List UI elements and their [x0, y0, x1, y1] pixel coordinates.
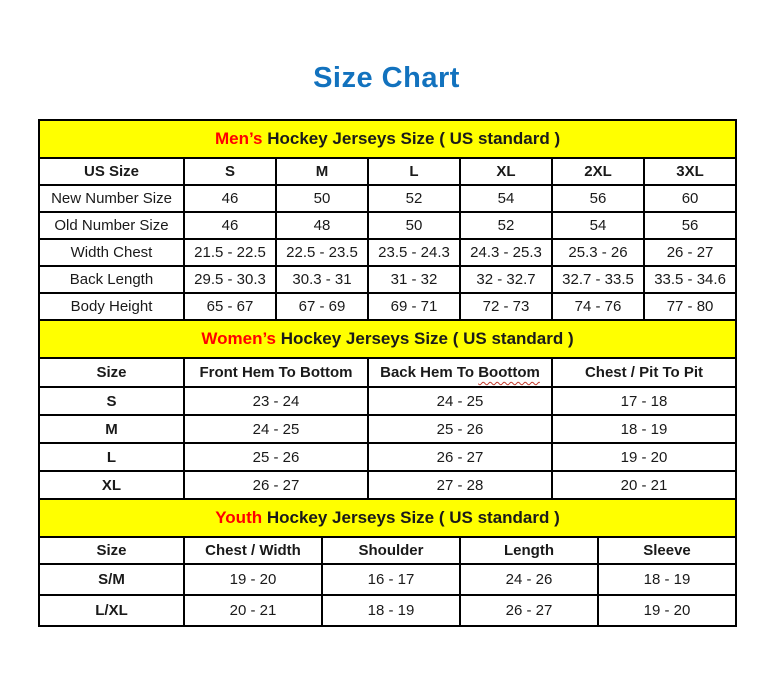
value-cell: 25 - 26 — [368, 415, 552, 443]
table-row — [39, 239, 736, 266]
womens-band-highlight: Women’s — [201, 329, 276, 348]
youth-band-rest: Hockey Jerseys Size ( US standard ) — [262, 508, 560, 527]
table-row — [39, 387, 736, 415]
youth-band-title — [39, 499, 736, 537]
value-cell: 26 - 27 — [644, 239, 736, 266]
col-header: 2XL — [552, 158, 644, 185]
col-header: 3XL — [644, 158, 736, 185]
value-cell: 31 - 32 — [368, 266, 460, 293]
mens-band-title — [39, 120, 736, 158]
row-label: M — [39, 415, 184, 443]
table-row — [39, 471, 736, 499]
row-label: L/XL — [39, 595, 184, 626]
value-cell: 19 - 20 — [598, 595, 736, 626]
value-cell: 60 — [644, 185, 736, 212]
value-cell: 23 - 24 — [184, 387, 368, 415]
table-row — [39, 266, 736, 293]
col-header: Chest / Pit To Pit — [552, 358, 736, 387]
value-cell: 24 - 26 — [460, 564, 598, 595]
value-cell: 19 - 20 — [552, 443, 736, 471]
col-header: L — [368, 158, 460, 185]
value-cell: 32 - 32.7 — [460, 266, 552, 293]
value-cell: 65 - 67 — [184, 293, 276, 320]
col-header: Length — [460, 537, 598, 564]
value-cell: 29.5 - 30.3 — [184, 266, 276, 293]
value-cell: 23.5 - 24.3 — [368, 239, 460, 266]
value-cell: 24.3 - 25.3 — [460, 239, 552, 266]
value-cell: 16 - 17 — [322, 564, 460, 595]
womens-band-title — [39, 320, 736, 358]
value-cell: 30.3 - 31 — [276, 266, 368, 293]
youth-band-row — [39, 499, 736, 537]
womens-band-row — [39, 320, 736, 358]
youth-band-highlight: Youth — [215, 508, 263, 527]
value-cell: 72 - 73 — [460, 293, 552, 320]
row-label: Width Chest — [39, 239, 184, 266]
value-cell: 46 — [184, 185, 276, 212]
value-cell: 52 — [368, 185, 460, 212]
table-row — [39, 293, 736, 320]
value-cell: 67 - 69 — [276, 293, 368, 320]
value-cell: 54 — [552, 212, 644, 239]
row-label: Body Height — [39, 293, 184, 320]
youth-size-table — [38, 498, 737, 627]
table-row — [39, 212, 736, 239]
value-cell: 20 - 21 — [552, 471, 736, 499]
value-cell: 26 - 27 — [460, 595, 598, 626]
col-header: Shoulder — [322, 537, 460, 564]
col-header: Size — [39, 358, 184, 387]
value-cell: 20 - 21 — [184, 595, 322, 626]
value-cell: 17 - 18 — [552, 387, 736, 415]
value-cell: 50 — [368, 212, 460, 239]
value-cell: 24 - 25 — [184, 415, 368, 443]
col-header: Front Hem To Bottom — [184, 358, 368, 387]
value-cell: 25 - 26 — [184, 443, 368, 471]
table-row — [39, 185, 736, 212]
value-cell: 24 - 25 — [368, 387, 552, 415]
col-header: Size — [39, 537, 184, 564]
col-header: S — [184, 158, 276, 185]
value-cell: 19 - 20 — [184, 564, 322, 595]
mens-size-table — [38, 119, 737, 321]
row-label: S/M — [39, 564, 184, 595]
value-cell: 25.3 - 26 — [552, 239, 644, 266]
row-label: New Number Size — [39, 185, 184, 212]
page-title: Size Chart — [313, 62, 460, 94]
misspelled-word: Boottom — [478, 364, 540, 381]
row-label: XL — [39, 471, 184, 499]
mens-band-highlight: Men’s — [214, 129, 263, 148]
mens-band-rest: Hockey Jerseys Size ( US standard ) — [262, 129, 561, 148]
mens-band-row — [39, 120, 736, 158]
womens-header-row — [39, 358, 736, 387]
value-cell: 54 — [460, 185, 552, 212]
value-cell: 50 — [276, 185, 368, 212]
col-header: Sleeve — [598, 537, 736, 564]
value-cell: 18 - 19 — [598, 564, 736, 595]
mens-header-row — [39, 158, 736, 185]
womens-band-rest: Hockey Jerseys Size ( US standard ) — [276, 329, 574, 348]
value-cell: 74 - 76 — [552, 293, 644, 320]
value-cell: 56 — [552, 185, 644, 212]
youth-header-row — [39, 537, 736, 564]
value-cell: 69 - 71 — [368, 293, 460, 320]
col-header-text: Back Hem To — [380, 364, 479, 381]
table-row — [39, 415, 736, 443]
value-cell: 52 — [460, 212, 552, 239]
col-header: Chest / Width — [184, 537, 322, 564]
value-cell: 32.7 - 33.5 — [552, 266, 644, 293]
col-header: XL — [460, 158, 552, 185]
row-label: S — [39, 387, 184, 415]
col-header — [368, 358, 552, 387]
value-cell: 26 - 27 — [368, 443, 552, 471]
value-cell: 18 - 19 — [322, 595, 460, 626]
table-row — [39, 595, 736, 626]
value-cell: 33.5 - 34.6 — [644, 266, 736, 293]
table-row — [39, 564, 736, 595]
col-header: M — [276, 158, 368, 185]
row-label: Old Number Size — [39, 212, 184, 239]
value-cell: 48 — [276, 212, 368, 239]
value-cell: 27 - 28 — [368, 471, 552, 499]
womens-size-table — [38, 319, 737, 500]
table-row — [39, 443, 736, 471]
value-cell: 26 - 27 — [184, 471, 368, 499]
value-cell: 77 - 80 — [644, 293, 736, 320]
col-header: US Size — [39, 158, 184, 185]
value-cell: 46 — [184, 212, 276, 239]
value-cell: 21.5 - 22.5 — [184, 239, 276, 266]
value-cell: 56 — [644, 212, 736, 239]
row-label: Back Length — [39, 266, 184, 293]
value-cell: 18 - 19 — [552, 415, 736, 443]
value-cell: 22.5 - 23.5 — [276, 239, 368, 266]
row-label: L — [39, 443, 184, 471]
